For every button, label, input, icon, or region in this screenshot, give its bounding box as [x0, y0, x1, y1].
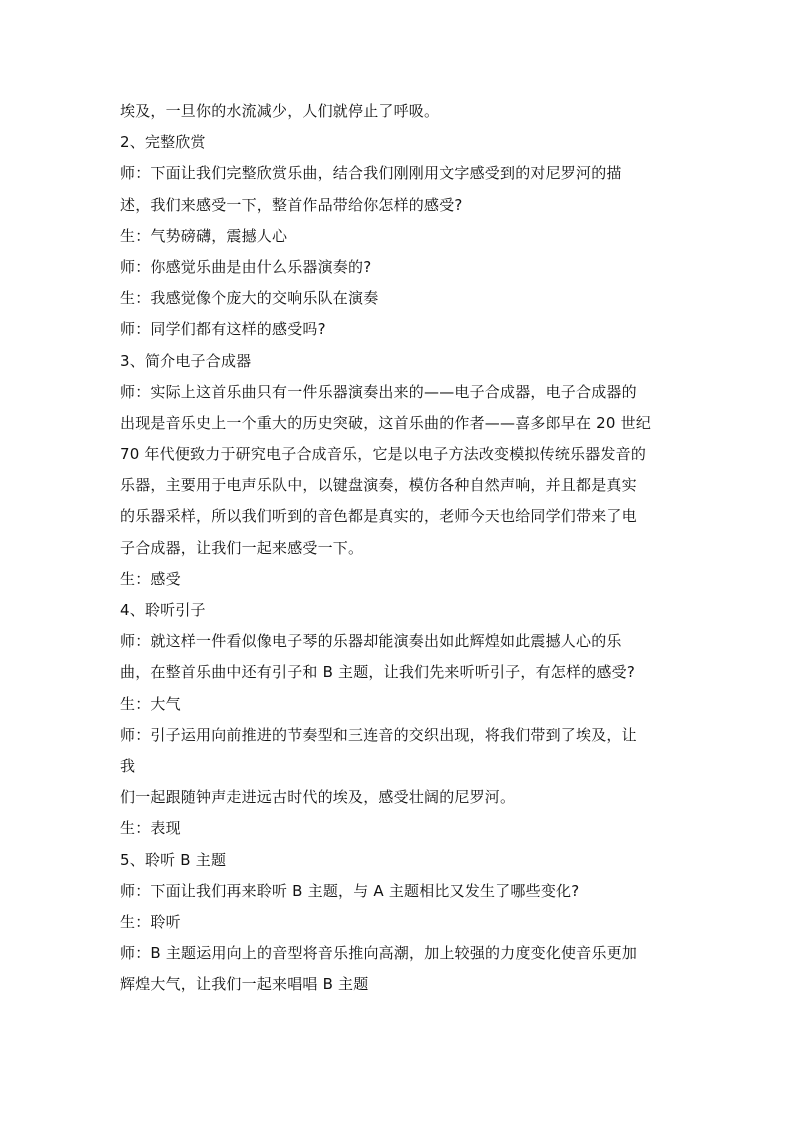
- text-line-7: 生：我感觉像个庞大的交响乐队在演奏: [120, 289, 379, 308]
- text-line-20: 生：大气: [120, 694, 181, 713]
- text-line-5: 生：气势磅礴，震撼人心: [120, 226, 288, 245]
- section-heading-complete-appreciation: 2、完整欣赏: [120, 133, 206, 152]
- text-line-21: 师：引子运用向前推进的节奏型和三连音的交织出现，将我们带到了埃及，让: [120, 725, 637, 744]
- text-line-26: 师：下面让我们再来聆听 B 主题，与 A 主题相比又发生了哪些变化?: [120, 881, 580, 900]
- section-heading-listen-intro: 4、聆听引子: [120, 601, 206, 619]
- text-line-28: 师：B 主题运用向上的音型将音乐推向高潮，加上较强的力度变化使音乐更加: [120, 944, 638, 963]
- text-line-10: 师：实际上这首乐曲只有一件乐器演奏出来的——电子合成器，电子合成器的: [120, 382, 637, 401]
- text-line-14: 的乐器采样，所以我们听到的音色都是真实的，老师今天也给同学们带来了电: [120, 507, 637, 526]
- text-line-23: 们一起跟随钟声走进远古时代的埃及，感受壮阔的尼罗河。: [120, 788, 516, 807]
- text-line-4: 述，我们来感受一下，整首作品带给你怎样的感受?: [120, 195, 463, 214]
- text-line-1: 埃及，一旦你的水流减少，人们就停止了呼吸。: [120, 102, 440, 120]
- text-line-12: 70 年代便致力于研究电子合成音乐，它是以电子方法改变模拟传统乐器发音的: [120, 445, 647, 464]
- text-line-22: 我: [120, 756, 136, 775]
- text-line-6: 师：你感觉乐曲是由什么乐器演奏的?: [120, 257, 372, 276]
- text-line-19: 曲，在整首乐曲中还有引子和 B 主题，让我们先来听听引子，有怎样的感受?: [120, 663, 635, 682]
- text-line-27: 生：聆听: [120, 912, 181, 931]
- text-line-16: 生：感受: [120, 569, 181, 588]
- text-line-8: 师：同学们都有这样的感受吗?: [120, 320, 326, 339]
- document-body: [120, 96, 680, 1000]
- section-heading-listen-b-theme: 5、聆听 B 主题: [120, 850, 227, 869]
- text-line-29: 辉煌大气，让我们一起来唱唱 B 主题: [120, 975, 369, 994]
- text-line-13: 乐器，主要用于电声乐队中，以键盘演奏，模仿各种自然声响，并且都是真实: [120, 476, 637, 495]
- text-line-18: 师：就这样一件看似像电子琴的乐器却能演奏出如此辉煌如此震撼人心的乐: [120, 632, 622, 651]
- text-line-11: 出现是音乐史上一个重大的历史突破，这首乐曲的作者——喜多郎早在 20 世纪: [120, 413, 652, 432]
- text-line-24: 生：表现: [120, 819, 181, 838]
- section-heading-synthesizer-intro: 3、简介电子合成器: [120, 351, 252, 370]
- text-line-15: 子合成器，让我们一起来感受一下。: [120, 538, 364, 557]
- text-line-3: 师：下面让我们完整欣赏乐曲，结合我们刚刚用文字感受到的对尼罗河的描: [120, 164, 622, 183]
